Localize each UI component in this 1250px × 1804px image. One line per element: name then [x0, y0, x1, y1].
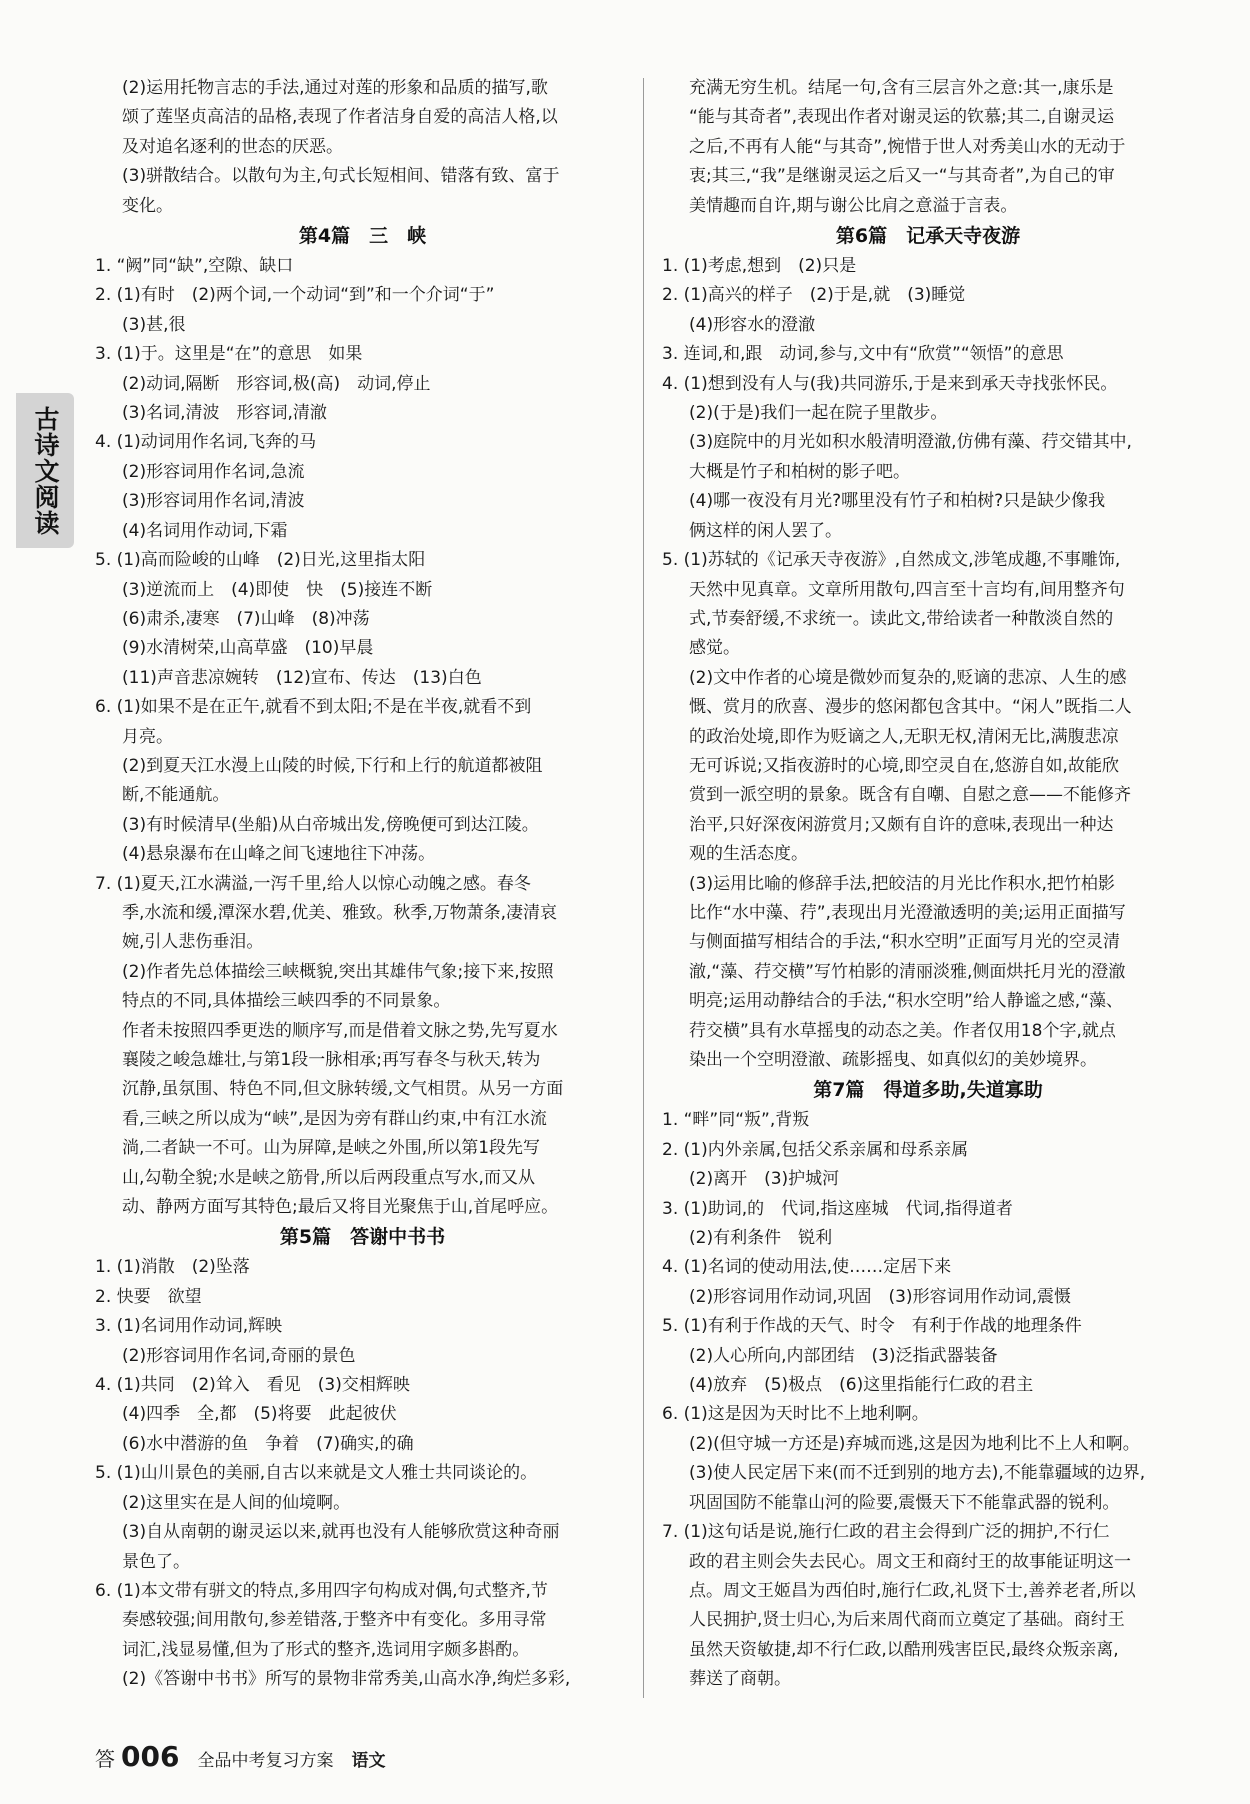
sub-answer-line: (3)庭院中的月光如积水般清明澄澈,仿佛有藻、荇交错其中, [689, 432, 1132, 453]
text-line: 动、静两方面写其特色;最后又将目光聚焦于山,首尾呼应。 [122, 1197, 559, 1218]
text-line: 感觉。 [689, 638, 740, 659]
question-item: 4. (1)名词的使动用法,使……定居下来 [662, 1257, 952, 1278]
sub-answer-line: (3)形容词用作名词,清波 [122, 491, 305, 512]
question-item: 3. (1)助词,的 代词,指这座城 代词,指得道者 [662, 1198, 1013, 1219]
text-line: (2)《答谢中书书》所写的景物非常秀美,山高水净,绚烂多彩, [122, 1669, 571, 1690]
text-line: 澈,“藻、荇交横”写竹柏影的清丽淡雅,侧面烘托月光的澄澈 [689, 961, 1126, 982]
sub-answer-line: (2)这里实在是人间的仙境啊。 [122, 1492, 351, 1513]
sub-answer-line: (2)(但守城一方还是)弃城而逃,这是因为地利比不上人和啊。 [689, 1433, 1140, 1454]
text-line: 比作“水中藻、荇”,表现出月光澄澈透明的美;运用正面描写 [689, 902, 1126, 923]
text-line: 慨、赏月的欣喜、漫步的悠闲都包含其中。“闲人”既指二人 [689, 697, 1132, 718]
sub-answer-line: (2)(于是)我们一起在院子里散步。 [689, 403, 948, 424]
sub-answer-line: (3)自从南朝的谢灵运以来,就再也没有人能够欣赏这种奇丽 [122, 1522, 560, 1543]
question-item: 6. (1)本文带有骈文的特点,多用四字句构成对偶,句式整齐,节 [95, 1580, 548, 1601]
text-line: 特点的不同,具体描绘三峡四季的不同景象。 [122, 991, 451, 1012]
text-line: 治平,只好深夜闲游赏月;又颇有自许的意味,表现出一种达 [689, 814, 1114, 835]
section-side-tab-label: 古诗文阅读 [31, 405, 60, 536]
text-line: 美情趣而自许,期与谢公比肩之意溢于言表。 [689, 195, 1018, 216]
sub-answer-line: (9)水清树荣,山高草盛 (10)早晨 [122, 638, 374, 659]
sub-answer-line: (4)名词用作动词,下霜 [122, 520, 288, 541]
text-line: 断,不能通航。 [122, 785, 230, 806]
text-line: 葬送了商朝。 [689, 1669, 791, 1690]
text-line: (2)文中作者的心境是微妙而复杂的,贬谪的悲凉、人生的感 [689, 667, 1127, 688]
text-line: 赏到一派空明的景象。既含有自嘲、自慰之意——不能修齐 [689, 785, 1131, 806]
text-line: 巩固国防不能靠山河的险要,震慑天下不能靠武器的锐利。 [689, 1492, 1120, 1513]
text-line: 人民拥护,贤士归心,为后来周代商而立奠定了基础。商纣王 [689, 1610, 1125, 1631]
sub-answer-line: (2)动词,隔断 形容词,极(高) 动词,停止 [122, 373, 431, 394]
text-line: (2)到夏天江水漫上山陵的时候,下行和上行的航道都被阻 [122, 755, 543, 776]
sub-answer-line: (2)有利条件 锐利 [689, 1228, 833, 1249]
text-line: (2)运用托物言志的手法,通过对莲的形象和品质的描写,歌 [122, 78, 548, 98]
text-line: 婉,引人悲伤垂泪。 [122, 932, 264, 953]
text-line: (3)有时候清早(坐船)从白帝城出发,傍晚便可到达江陵。 [122, 814, 539, 835]
question-item: 1. “阙”同“缺”,空隙、缺口 [95, 256, 294, 277]
sub-answer-line: (11)声音悲凉婉转 (12)宣布、传达 (13)白色 [122, 667, 482, 688]
text-line: 大概是竹子和柏树的影子吧。 [689, 461, 910, 482]
text-line: 明亮;运用动静结合的手法,“积水空明”给人静谧之感,“藻、 [689, 991, 1123, 1012]
text-line: (2)作者先总体描绘三峡概貌,突出其雄伟气象;接下来,按照 [122, 961, 554, 982]
question-item: 3. (1)名词用作动词,辉映 [95, 1316, 283, 1337]
question-item: 6. (1)如果不是在正午,就看不到太阳;不是在半夜,就看不到 [95, 697, 532, 718]
answer-label: 答 [95, 1747, 115, 1771]
sub-answer-line: (3)逆流而上 (4)即使 快 (5)接连不断 [122, 579, 433, 600]
text-line: 虽然天资敏捷,却不行仁政,以酷刑残害臣民,最终众叛亲离, [689, 1639, 1119, 1660]
question-item: 1. (1)考虑,想到 (2)只是 [662, 256, 857, 277]
text-line: 式,节奏舒缓,不求统一。读此文,带给读者一种散淡自然的 [689, 608, 1114, 629]
left-column [95, 74, 630, 1695]
text-line: 奏感较强;间用散句,参差错落,于整齐中有变化。多用寻常 [122, 1610, 547, 1631]
page-footer [95, 1740, 385, 1773]
text-line: 看,三峡之所以成为“峡”,是因为旁有群山约束,中有江水流 [122, 1108, 547, 1129]
page-number: 006 [121, 1740, 180, 1773]
sub-answer-line: (2)形容词用作动词,巩固 (3)形容词用作动词,震慑 [689, 1286, 1071, 1307]
text-line: 点。周文王姬昌为西伯时,施行仁政,礼贤下士,善养老者,所以 [689, 1580, 1136, 1601]
text-line: 颂了莲坚贞高洁的品格,表现了作者洁身自爱的高洁人格,以 [122, 107, 558, 128]
text-line: 观的生活态度。 [689, 844, 808, 865]
sub-answer-line: (3)名词,清波 形容词,清澈 [122, 403, 327, 424]
section-title: 第5篇 答谢中书书 [279, 1226, 446, 1249]
text-line: 荇交横”具有水草摇曳的动态之美。作者仅用18个字,就点 [689, 1020, 1116, 1041]
text-line: 季,水流和缓,潭深水碧,优美、雅致。秋季,万物萧条,凄清哀 [122, 902, 558, 923]
question-item: 4. (1)动词用作名词,飞奔的马 [95, 432, 317, 453]
text-line: 俩这样的闲人罢了。 [689, 520, 842, 541]
section-title: 第7篇 得道多助,失道寡助 [813, 1079, 1043, 1102]
question-item: 1. “畔”同“叛”,背叛 [662, 1110, 810, 1131]
sub-answer-line: (3)使人民定居下来(而不迁到别的地方去),不能靠疆域的边界, [689, 1463, 1146, 1484]
text-line: 衷;其三,“我”是继谢灵运之后又一“与其奇者”,为自己的审 [689, 166, 1115, 187]
text-line: 月亮。 [122, 726, 173, 747]
question-item: 3. (1)于。这里是“在”的意思 如果 [95, 344, 363, 365]
question-item: 1. (1)消散 (2)坠落 [95, 1257, 250, 1278]
text-line: 变化。 [122, 195, 173, 216]
question-item: 5. (1)山川景色的美丽,自古以来就是文人雅士共同谈论的。 [95, 1463, 538, 1484]
text-line: 山,勾勒全貌;水是峡之筋骨,所以后两段重点写水,而又从 [122, 1167, 535, 1188]
question-item: 5. (1)有利于作战的天气、时令 有利于作战的地理条件 [662, 1316, 1082, 1337]
sub-answer-line: (4)哪一夜没有月光?哪里没有竹子和柏树?只是缺少像我 [689, 491, 1106, 512]
text-line: (3)骈散结合。以散句为主,句式长短相间、错落有致、富于 [122, 166, 560, 187]
question-item: 7. (1)夏天,江水满溢,一泻千里,给人以惊心动魄之感。春冬 [95, 873, 531, 894]
text-line: 作者未按照四季更迭的顺序写,而是借着文脉之势,先写夏水 [122, 1020, 558, 1041]
question-item: 4. (1)想到没有人与(我)共同游乐,于是来到承天寺找张怀民。 [662, 373, 1118, 394]
question-item: 5. (1)苏轼的《记承天寺夜游》,自然成文,涉笔成趣,不事雕饰, [662, 550, 1121, 571]
question-item: 2. (1)高兴的样子 (2)于是,就 (3)睡觉 [662, 285, 966, 306]
column-divider [643, 78, 644, 1698]
section-title: 第6篇 记承天寺夜游 [835, 225, 1021, 248]
right-column [662, 74, 1194, 1695]
text-line: 景色了。 [122, 1551, 190, 1572]
subject-label: 语文 [351, 1751, 386, 1771]
question-item: 2. (1)内外亲属,包括父系亲属和母系亲属 [662, 1139, 969, 1160]
text-line: 襄陵之峻急雄壮,与第1段一脉相承;再写春冬与秋天,转为 [122, 1050, 541, 1070]
sub-answer-line: (2)形容词用作名词,奇丽的景色 [122, 1345, 356, 1366]
sub-answer-line: (2)形容词用作名词,急流 [122, 461, 305, 482]
question-item: 5. (1)高而险峻的山峰 (2)日光,这里指太阳 [95, 550, 426, 571]
question-item: 6. (1)这是因为天时比不上地利啊。 [662, 1404, 929, 1425]
sub-answer-line: (2)人心所向,内部团结 (3)泛指武器装备 [689, 1345, 998, 1366]
text-line: 淌,二者缺一不可。山为屏障,是峡之外围,所以第1段先写 [122, 1138, 541, 1159]
sub-answer-line: (6)水中潜游的鱼 争着 (7)确实,的确 [122, 1433, 414, 1454]
question-item: 2. (1)有时 (2)两个词,一个动词“到”和一个介词“于” [95, 285, 495, 306]
text-line: 天然中见真章。文章所用散句,四言至十言均有,间用整齐句 [689, 579, 1125, 600]
text-line: 政的君主则会失去民心。周文王和商纣王的故事能证明这一 [689, 1551, 1131, 1572]
sub-answer-line: (3)甚,很 [122, 314, 186, 335]
text-line: 无可诉说;又指夜游时的心境,即空灵自在,悠游自如,故能欣 [689, 755, 1119, 776]
question-item: 7. (1)这句话是说,施行仁政的君主会得到广泛的拥护,不行仁 [662, 1522, 1110, 1543]
text-line: 沉静,虽氛围、特色不同,但文脉转缓,文气相贯。从另一方面 [122, 1079, 564, 1100]
book-title: 全品中考复习方案 [197, 1751, 334, 1771]
sub-answer-line: (6)肃杀,凄寒 (7)山峰 (8)冲荡 [122, 608, 370, 629]
sub-answer-line: (4)四季 全,都 (5)将要 此起彼伏 [122, 1404, 397, 1425]
text-line: 充满无穷生机。结尾一句,含有三层言外之意:其一,康乐是 [689, 78, 1114, 98]
sub-answer-line: (4)形容水的澄澈 [689, 314, 816, 335]
section-side-tab [16, 393, 74, 548]
section-title: 第4篇 三 峡 [298, 225, 427, 248]
text-line: 之后,不再有人能“与其奇”,惋惜于世人对秀美山水的无动于 [689, 136, 1126, 157]
text-line: 词汇,浅显易懂,但为了形式的整齐,选词用字颇多斟酌。 [122, 1639, 530, 1660]
text-line: 及对追名逐利的世态的厌恶。 [122, 136, 343, 157]
text-line: (3)运用比喻的修辞手法,把皎洁的月光比作积水,把竹柏影 [689, 873, 1115, 894]
text-line: (4)悬泉瀑布在山峰之间飞速地往下冲荡。 [122, 844, 436, 865]
sub-answer-line: (4)放弃 (5)极点 (6)这里指能行仁政的君主 [689, 1375, 1034, 1396]
sub-answer-line: (2)离开 (3)护城河 [689, 1169, 840, 1190]
question-item: 2. 快要 欲望 [95, 1286, 202, 1307]
text-line: 与侧面描写相结合的手法,“积水空明”正面写月光的空灵清 [689, 932, 1121, 953]
text-line: 染出一个空明澄澈、疏影摇曳、如真似幻的美妙境界。 [689, 1050, 1097, 1070]
text-line: “能与其奇者”,表现出作者对谢灵运的钦慕;其二,自谢灵运 [689, 107, 1115, 128]
text-line: 的政治处境,即作为贬谪之人,无职无权,清闲无比,满腹悲凉 [689, 726, 1119, 747]
question-item: 4. (1)共同 (2)耸入 看见 (3)交相辉映 [95, 1375, 410, 1396]
question-item: 3. 连词,和,跟 动词,参与,文中有“欣赏”“领悟”的意思 [662, 344, 1064, 365]
